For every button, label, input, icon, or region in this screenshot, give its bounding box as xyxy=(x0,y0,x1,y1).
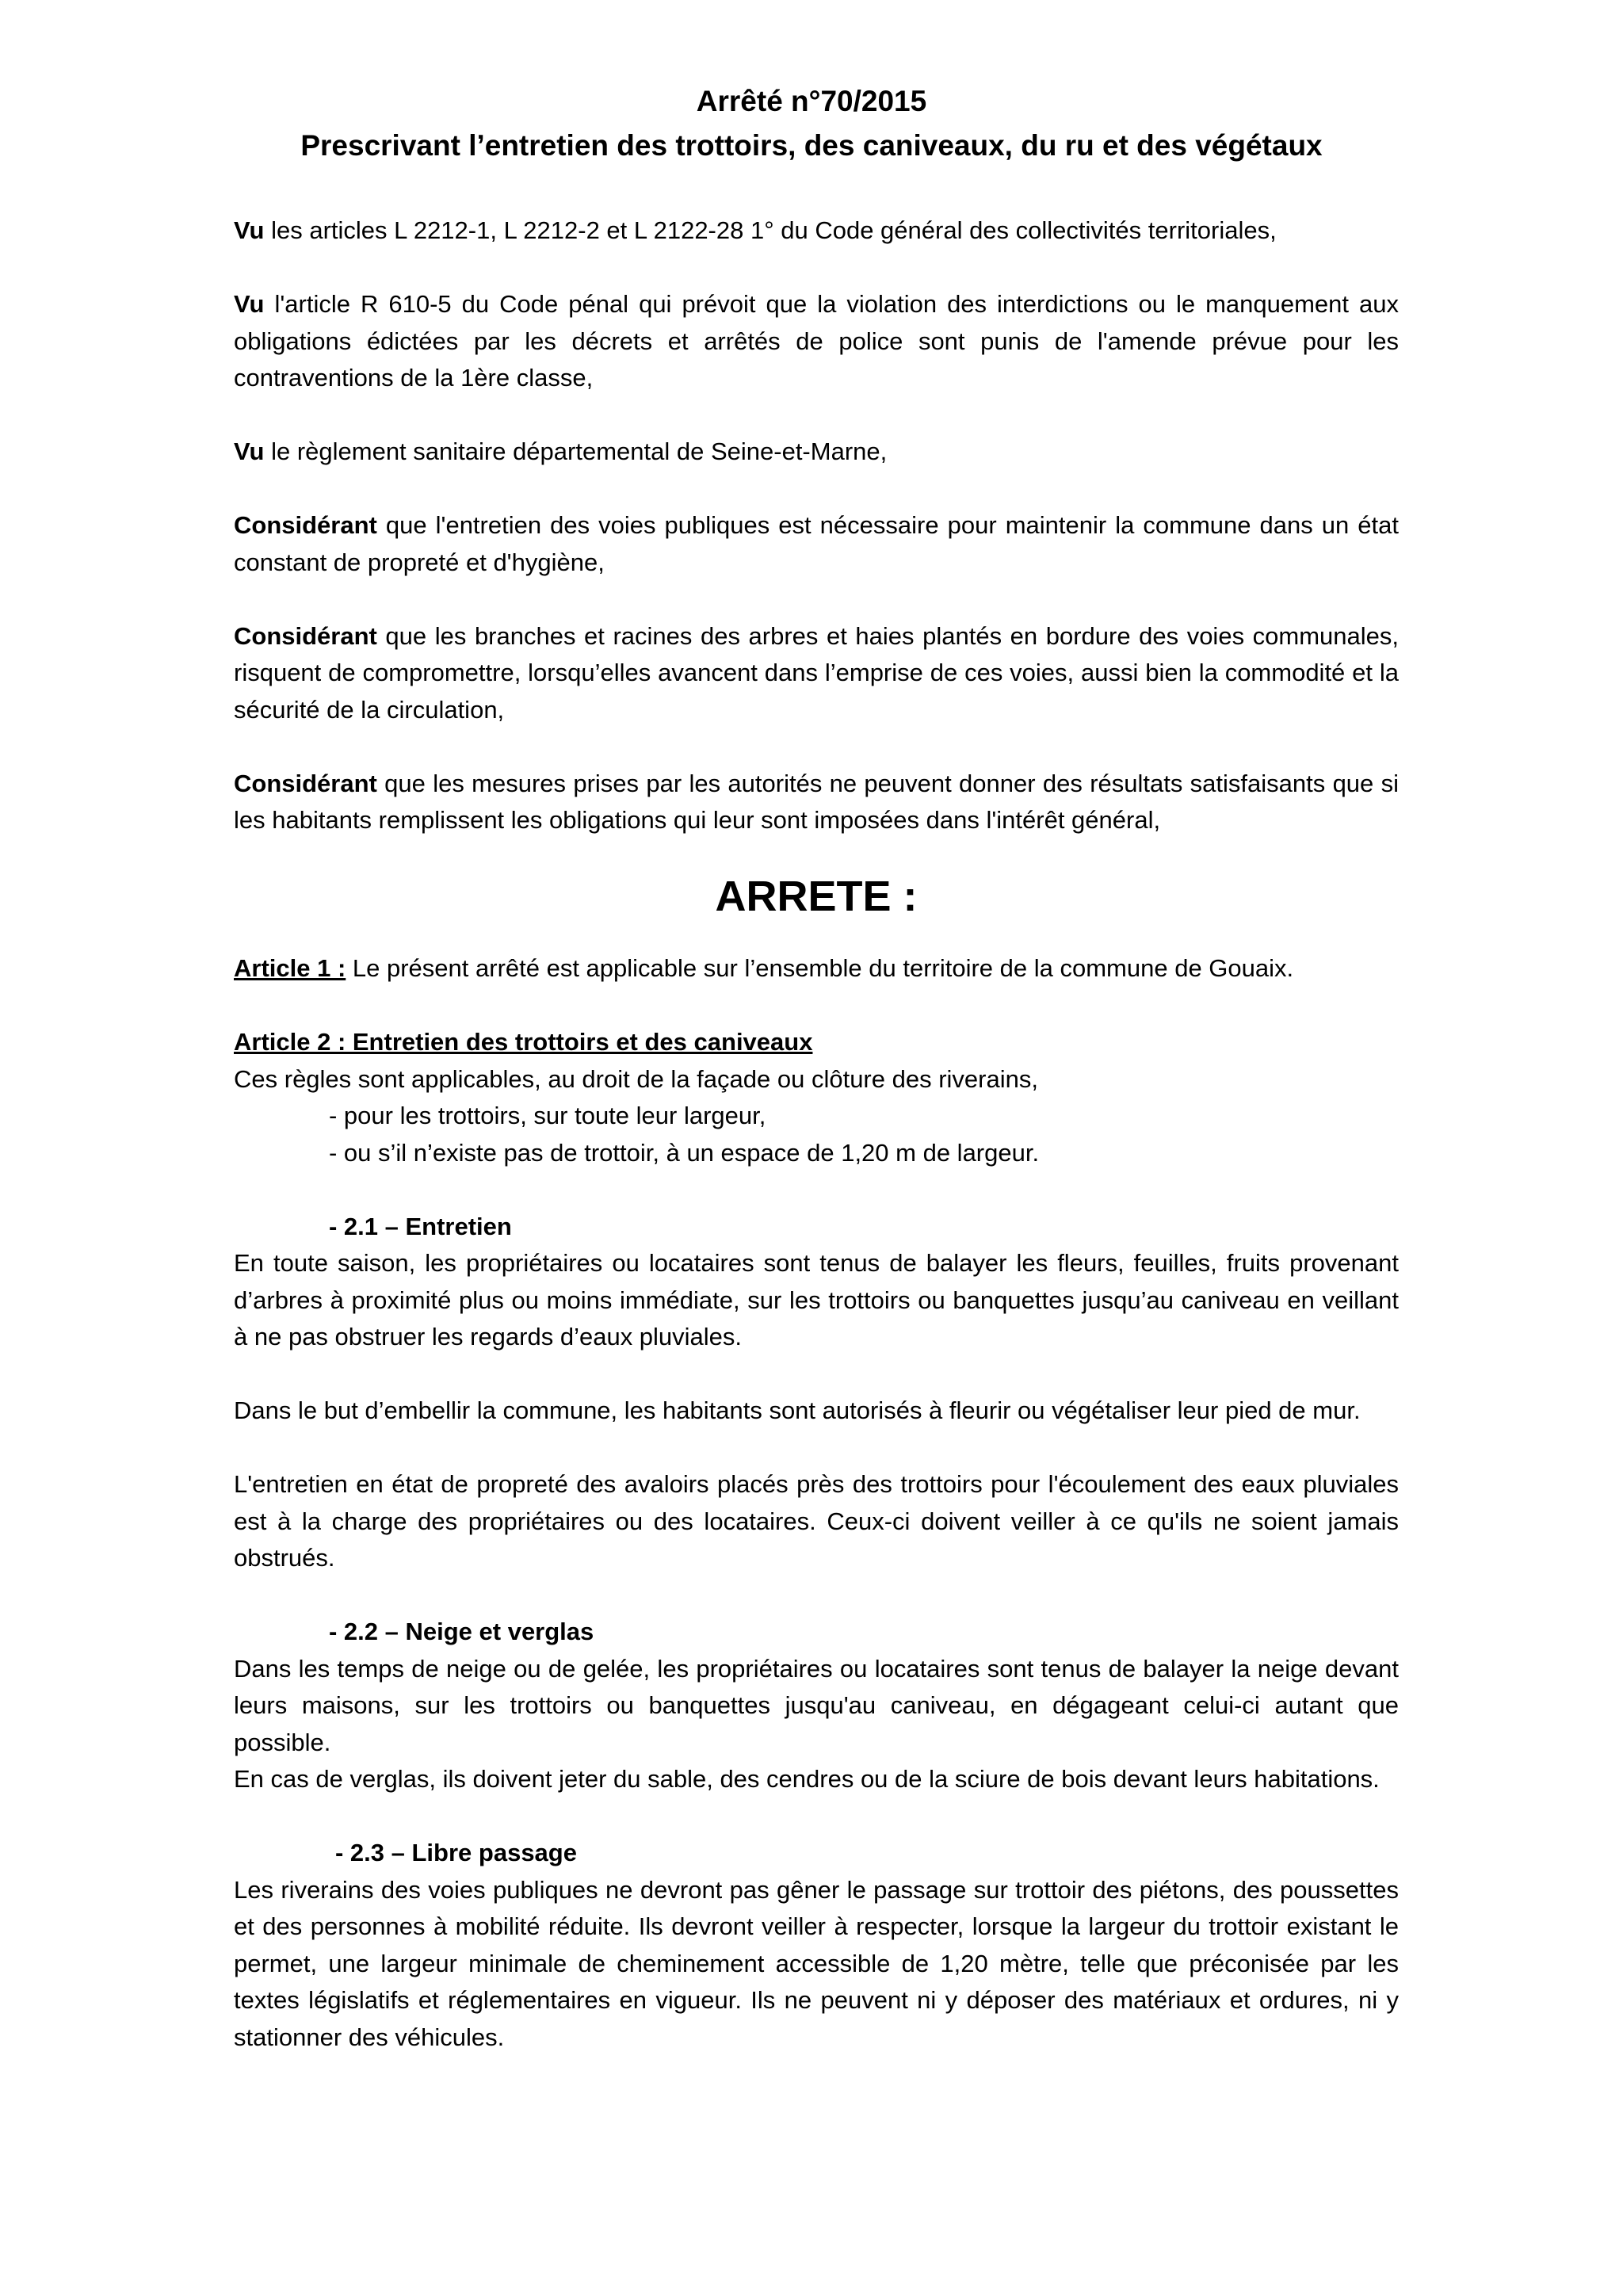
preamble-lead: Vu xyxy=(234,437,265,465)
section-2-1-paragraph-1: En toute saison, les propriétaires ou locataires sont tenus de balayer les fleurs, feuilles, fruits provenant d’arbres à proximité plus ou moins immédiate, sur les trottoirs ou banquettes jusqu’au caniveau en veillant à ne pas obstruer les regards d’eaux pluviales. xyxy=(234,1249,1399,1350)
article-2-heading: Article 2 : Entretien des trottoirs et des caniveaux xyxy=(234,1028,813,1056)
preamble-text: le règlement sanitaire départemental de Seine-et-Marne, xyxy=(264,437,888,465)
preamble-lead: Considérant xyxy=(234,621,377,650)
article-1-text: Le présent arrêté est applicable sur l’ensemble du territoire de la commune de Gouaix. xyxy=(346,954,1294,982)
preamble-text: que les branches et racines des arbres et haies plantés en bordure des voies communales, risquent de compromettre, lorsqu’elles avancent dans l’emprise de ces voies, aussi bien la commodité et la sécurité de la circulation, xyxy=(234,621,1399,724)
section-2-1-paragraph-2: Dans le but d’embellir la commune, les habitants sont autorisés à fleurir ou végétaliser leur pied de mur. xyxy=(234,1396,1361,1424)
preamble-lead: Vu xyxy=(234,216,265,244)
preamble-text: les articles L 2212-1, L 2212-2 et L 2122-28 1° du Code général des collectivités territoriales, xyxy=(264,216,1277,244)
article-2 xyxy=(234,1024,1399,1171)
preamble-vu-1 xyxy=(234,212,1399,250)
section-2-1-paragraph-3: L'entretien en état de propreté des avaloirs placés près des trottoirs pour l'écoulement des eaux pluviales est à la charge des propriétaires ou des locataires. Ceux-ci doivent veiller à ce qu'ils ne soient jamais obstrués. xyxy=(234,1470,1399,1572)
section-2-2-heading: - 2.2 – Neige et verglas xyxy=(329,1618,594,1645)
section-2-2-paragraph-1: Dans les temps de neige ou de gelée, les propriétaires ou locataires sont tenus de balayer la neige devant leurs maisons, sur les trottoirs ou banquettes jusqu'au caniveau, en dégageant celui-ci autant que possible. xyxy=(234,1654,1399,1756)
preamble-vu-2 xyxy=(234,286,1399,397)
preamble-text: que les mesures prises par les autorités ne peuvent donner des résultats satisfaisants que si les habitants remplissent les obligations qui leur sont imposées dans l'intérêt général, xyxy=(234,769,1399,834)
preamble-text: que l'entretien des voies publiques est nécessaire pour maintenir la commune dans un état constant de propreté et d'hygiène, xyxy=(234,511,1399,576)
document-title: Arrêté n°70/2015 xyxy=(696,85,927,117)
document-body xyxy=(234,212,1399,2093)
preamble-considerant-3 xyxy=(234,766,1399,839)
section-2-1-heading: - 2.1 – Entretien xyxy=(329,1212,512,1240)
decision-heading: ARRETE : xyxy=(715,873,918,920)
preamble-vu-3 xyxy=(234,434,1399,471)
article-1 xyxy=(234,950,1399,988)
article-1-heading: Article 1 : xyxy=(234,954,346,982)
section-2-3-paragraph-1: Les riverains des voies publiques ne devront pas gêner le passage sur trottoir des piétons, des poussettes et des personnes à mobilité réduite. Ils devront veiller à respecter, lorsque la largeur du trottoir existant le permet, une largeur minimale de cheminement accessible de 1,20 mètre, telle que préconisée par les textes législatifs et réglementaires en vigueur. Ils ne peuvent ni y déposer des matériaux et ordures, ni y stationner des véhicules. xyxy=(234,1875,1399,2051)
preamble-considerant-1 xyxy=(234,507,1399,581)
preamble-lead: Considérant xyxy=(234,511,377,539)
preamble-lead: Vu xyxy=(234,290,265,318)
article-2-bullet-1: - pour les trottoirs, sur toute leur largeur, xyxy=(329,1102,766,1129)
article-2-intro: Ces règles sont applicables, au droit de la façade ou clôture des riverains, xyxy=(234,1064,1038,1093)
document-subtitle: Prescrivant l’entretien des trottoirs, des caniveaux, du ru et des végétaux xyxy=(300,129,1323,162)
preamble-lead: Considérant xyxy=(234,769,377,797)
article-2-bullet-2: - ou s’il n’existe pas de trottoir, à un espace de 1,20 m de largeur. xyxy=(329,1138,1040,1167)
preamble-considerant-2 xyxy=(234,618,1399,729)
section-2-3-heading: - 2.3 – Libre passage xyxy=(335,1839,577,1866)
section-2-2-paragraph-2: En cas de verglas, ils doivent jeter du sable, des cendres ou de la sciure de bois devant leurs habitations. xyxy=(234,1765,1380,1793)
preamble-text: l'article R 610-5 du Code pénal qui prévoit que la violation des interdictions ou le manquement aux obligations édictées par les décrets et arrêtés de police sont punis de l'amende prévue pour les contraventions de la 1ère classe, xyxy=(234,290,1399,392)
